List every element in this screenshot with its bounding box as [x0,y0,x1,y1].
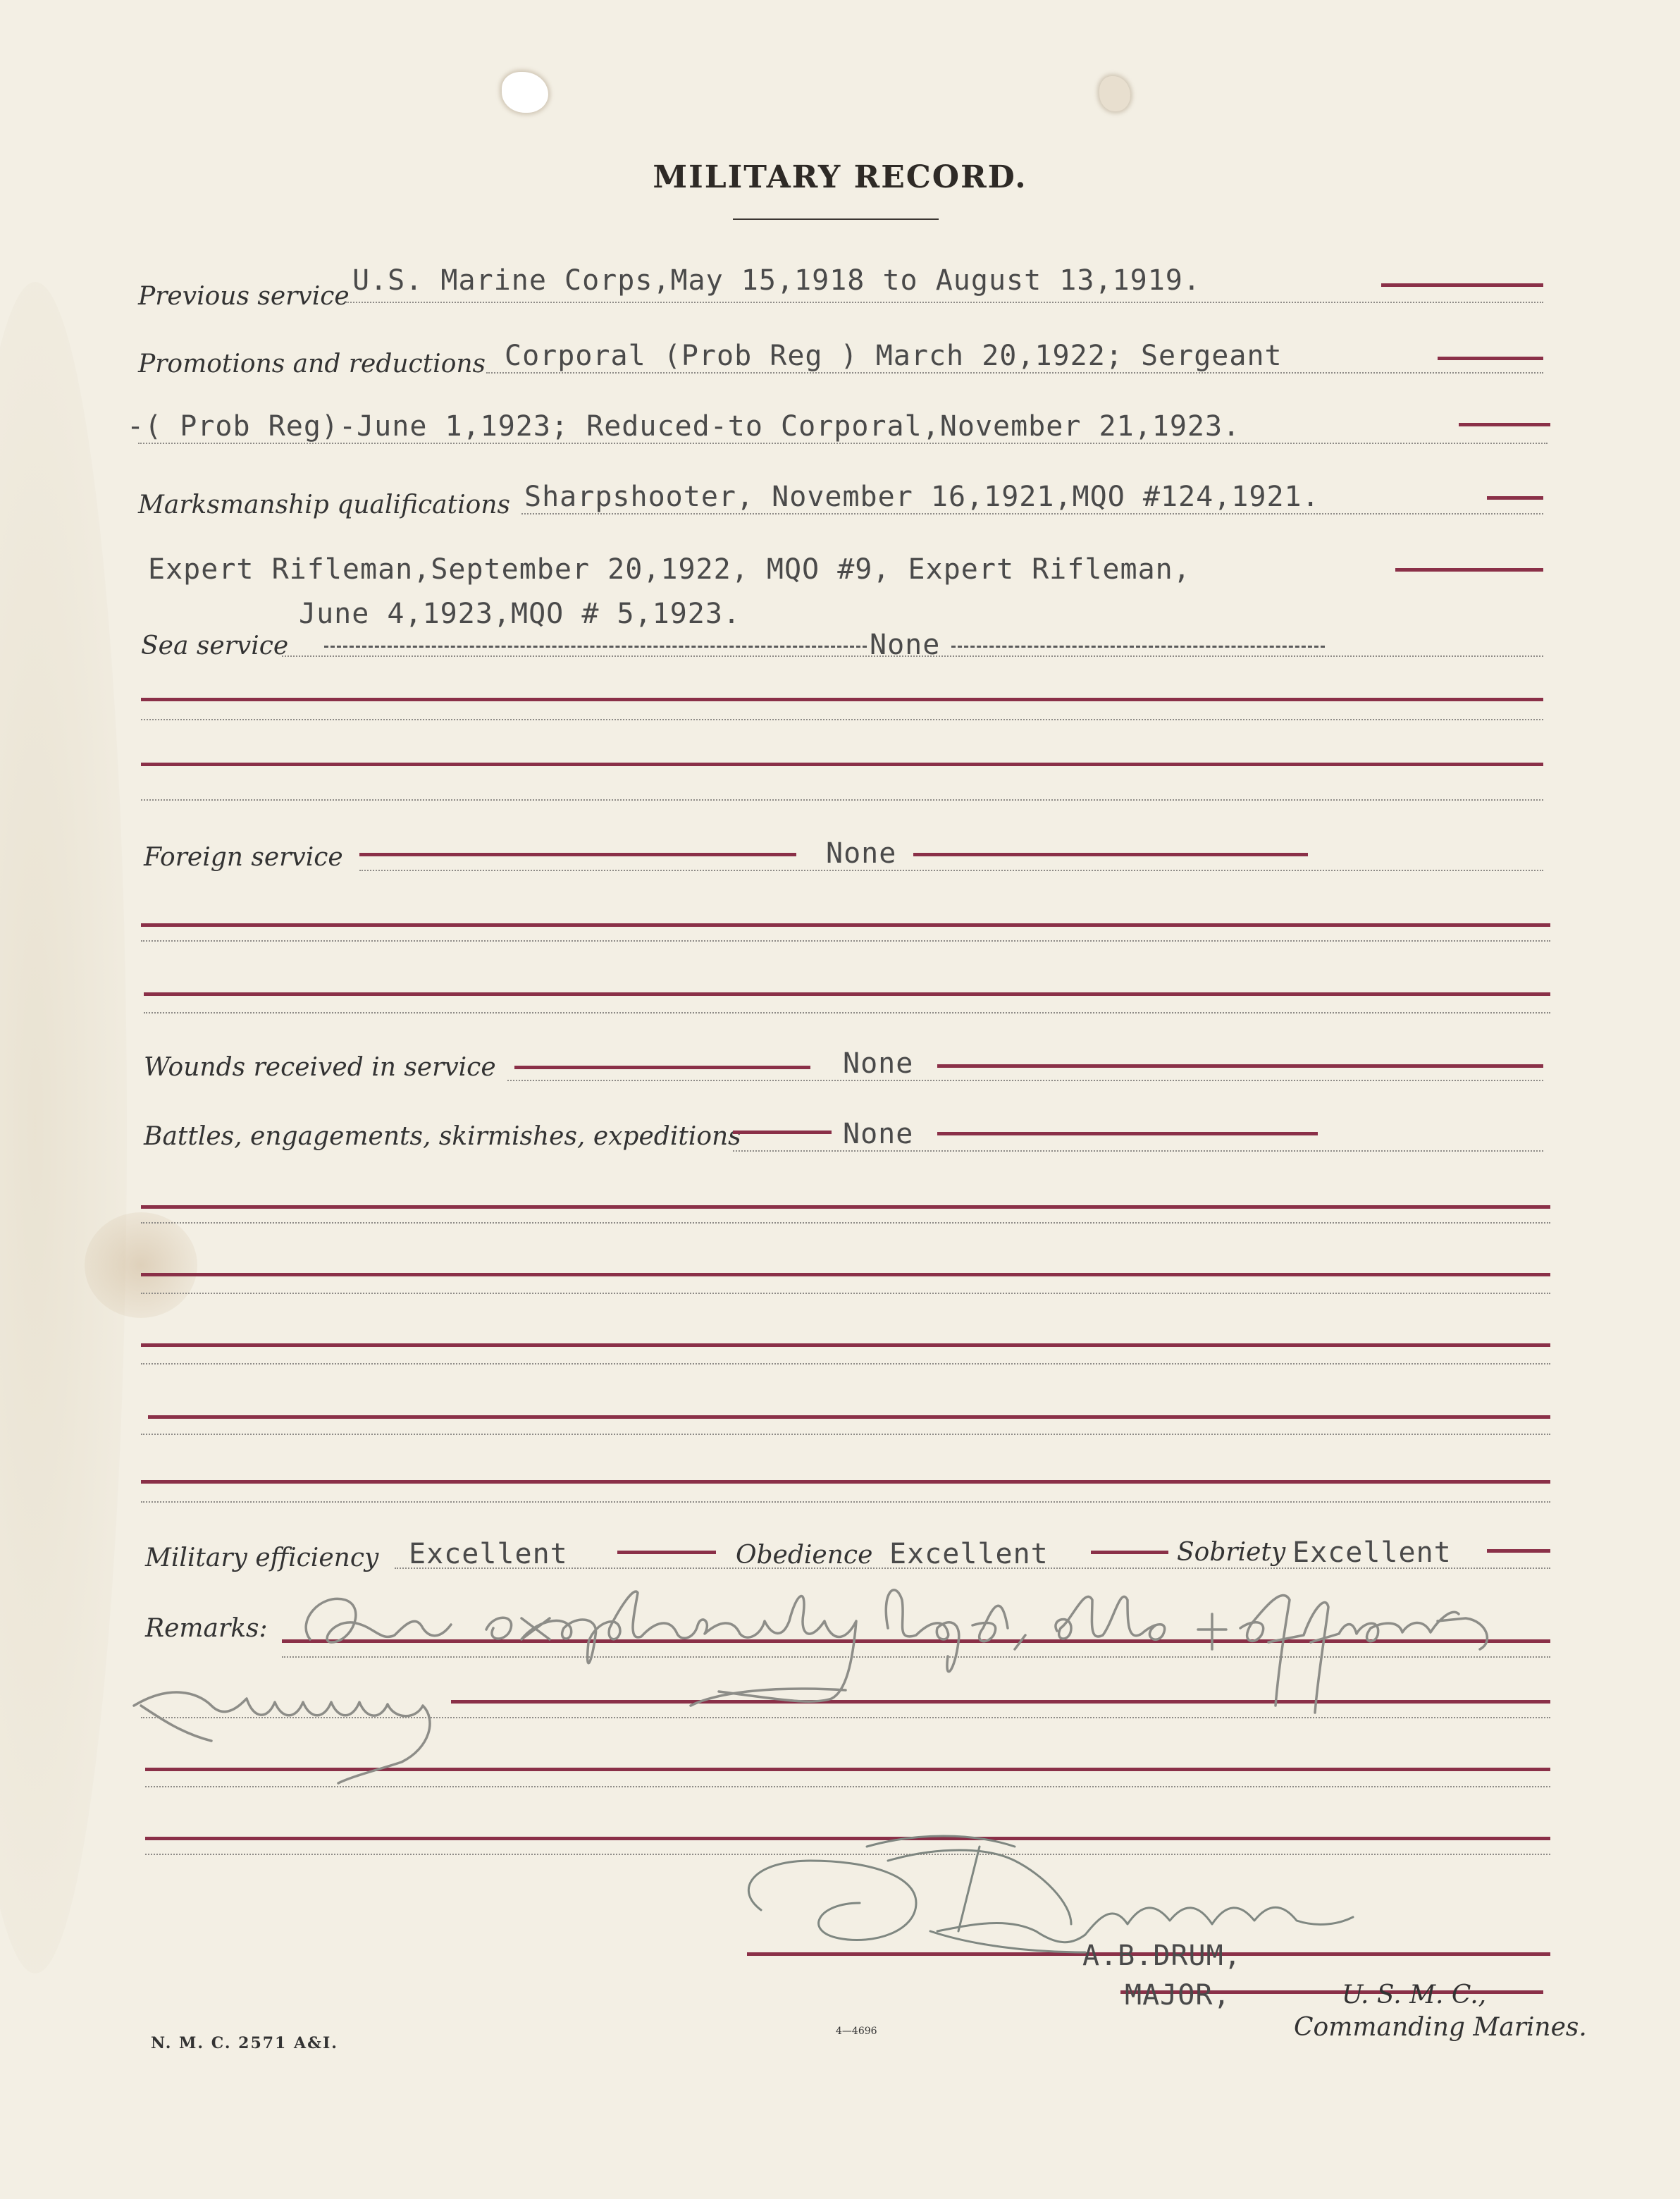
signer-name: A.B.DRUM, [1082,1940,1242,1972]
battles-value: None [843,1118,914,1150]
remarks-label: Remarks: [145,1614,268,1643]
marksmanship-line-2: Expert Rifleman,September 20,1922, MQO #9, Expert Rifleman, [148,553,1191,586]
military-efficiency-value: Excellent [409,1538,568,1570]
signer-title: Commanding Marines. [1294,2013,1587,2042]
foreign-service-label: Foreign service [144,843,343,872]
promotions-label: Promotions and reductions [138,350,486,378]
obedience-label: Obedience [736,1541,873,1570]
print-code: 4—4696 [836,2026,877,2037]
obedience-value: Excellent [889,1538,1049,1570]
page-title: MILITARY RECORD. [653,159,1027,195]
sobriety-label: Sobriety [1177,1538,1286,1567]
marksmanship-line-3: June 4,1923,MQO # 5,1923. [299,598,741,630]
promotions-line-2: -( Prob Reg)-June 1,1923; Reduced-to Corporal,November 21,1923. [127,410,1241,443]
wounds-value: None [843,1047,914,1080]
foreign-service-value: None [826,837,897,870]
battles-label: Battles, engagements, skirmishes, expeditions [144,1122,741,1151]
military-efficiency-label: Military efficiency [145,1544,379,1572]
previous-service-value: U.S. Marine Corps,May 15,1918 to August 13,1919. [352,264,1201,297]
signer-rank: MAJOR, [1125,1979,1231,2012]
previous-service-label: Previous service [138,282,350,311]
sobriety-value: Excellent [1292,1536,1452,1569]
signer-service: U. S. M. C., [1342,1981,1487,2009]
promotions-line-1: Corporal (Prob Reg ) March 20,1922; Sergeant [505,340,1283,372]
wounds-label: Wounds received in service [144,1053,496,1082]
marksmanship-line-1: Sharpshooter, November 16,1921,MQO #124,1921. [524,481,1320,513]
sea-service-value: None [870,629,941,661]
marksmanship-label: Marksmanship qualifications [138,491,510,519]
form-number: N. M. C. 2571 A&I. [151,2034,338,2052]
sea-service-label: Sea service [141,632,289,660]
